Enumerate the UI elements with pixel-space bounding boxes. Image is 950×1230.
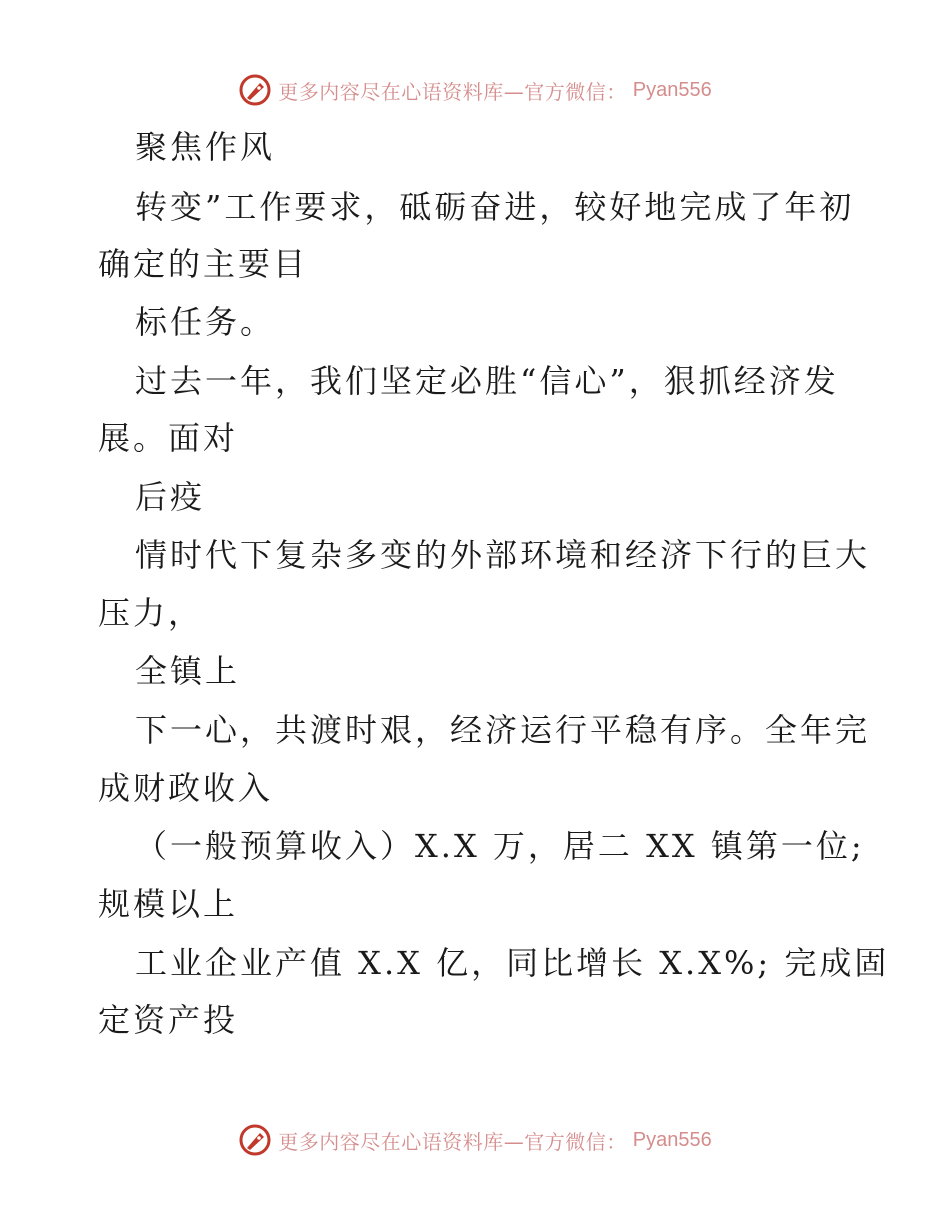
body-line: 全镇上	[135, 652, 241, 690]
body-line: 规模以上	[98, 885, 239, 923]
watermark-id: Pyan556	[632, 1128, 712, 1151]
watermark-text: 更多内容尽在心语资料库—官方微信：	[278, 79, 627, 104]
body-line: 情时代下复杂多变的外部环境和经济下行的巨大	[135, 536, 871, 574]
body-line: 过去一年，我们坚定必胜“信心”，狠抓经济发	[135, 362, 839, 400]
body-line: 下一心，共渡时艰，经济运行平稳有序。全年完	[135, 711, 871, 749]
pen-nib-logo-icon	[238, 1123, 272, 1157]
footer-watermark	[0, 1120, 950, 1160]
body-line: 聚焦作风	[135, 128, 276, 166]
body-line: 展。面对	[98, 419, 239, 457]
pen-nib-logo-icon	[238, 73, 272, 107]
body-line: 标任务。	[135, 303, 276, 341]
body-line: 定资产投	[98, 1001, 239, 1039]
body-line: 压力，	[98, 594, 204, 632]
body-line: 成财政收入	[98, 769, 274, 807]
body-line: （一般预算收入）X.X 万，居二 XX 镇第一位;	[135, 827, 865, 865]
body-line: 后疫	[135, 478, 206, 516]
watermark-id: Pyan556	[632, 78, 712, 101]
body-line: 转变”工作要求，砥砺奋进，较好地完成了年初	[135, 188, 855, 226]
body-line: 工业企业产值 X.X 亿，同比增长 X.X%; 完成固	[135, 944, 890, 982]
watermark-text: 更多内容尽在心语资料库—官方微信：	[278, 1129, 627, 1154]
header-watermark	[0, 70, 950, 110]
body-line: 确定的主要目	[98, 245, 309, 283]
